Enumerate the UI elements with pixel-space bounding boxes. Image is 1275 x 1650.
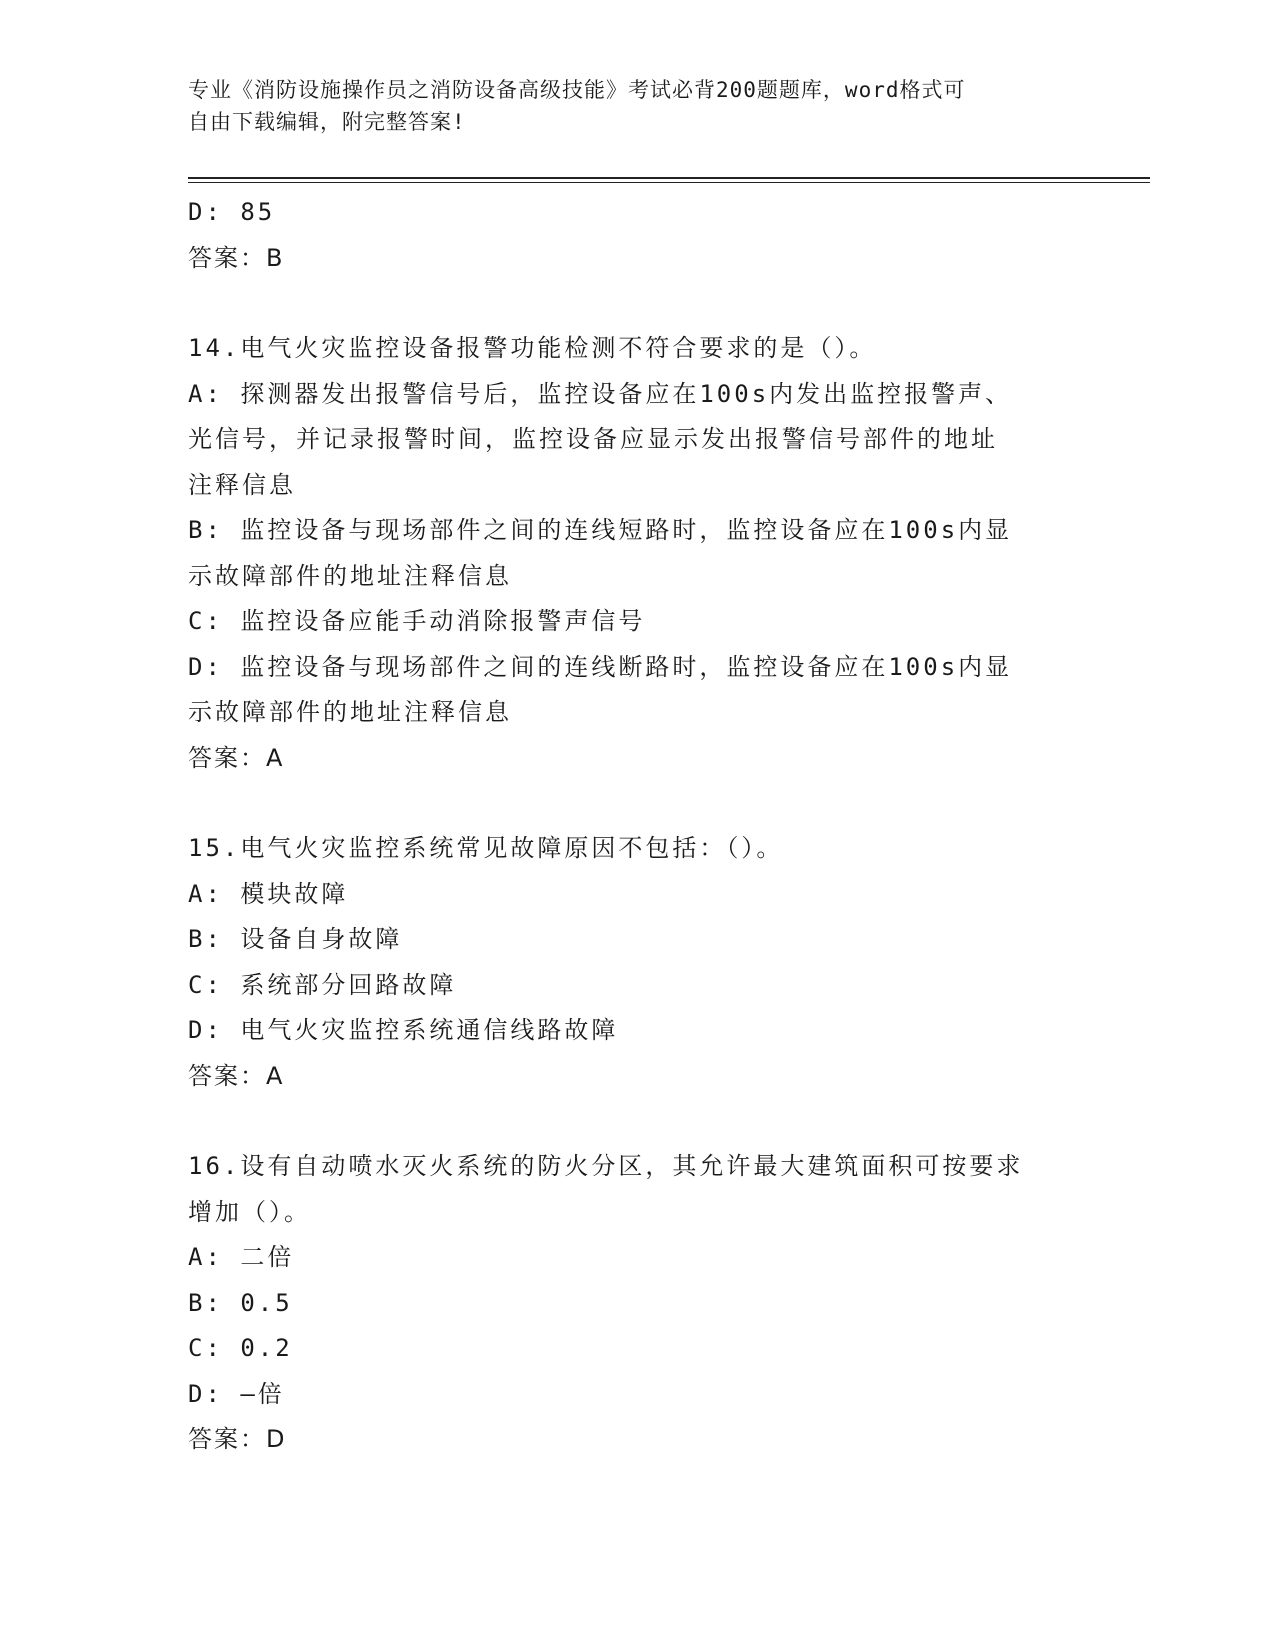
question-16 — [188, 1144, 1088, 1463]
question-14 — [188, 326, 1088, 781]
header-divider-thick — [188, 177, 1150, 179]
header-divider-thin — [188, 182, 1150, 183]
option-b: B: 0.5 — [188, 1288, 293, 1317]
option-c: C: 监控设备应能手动消除报警声信号 — [188, 607, 646, 635]
page-header — [188, 74, 1068, 138]
question-list — [188, 190, 1088, 1463]
option-a-line-2: 光信号，并记录报警时间，监控设备应显示发出报警信号部件的地址 — [188, 425, 998, 453]
question-text-line-2: 增加（）。 — [188, 1197, 311, 1226]
question-text: 15.电气火灾监控系统常见故障原因不包括：（）。 — [188, 834, 784, 862]
option-a: A: 模块故障 — [188, 879, 349, 908]
question-15 — [188, 826, 1088, 1099]
option-d-line-2: 示故障部件的地址注释信息 — [188, 698, 512, 726]
option-d-line-1: D: 监控设备与现场部件之间的连线断路时，监控设备应在100s内显 — [188, 652, 1013, 681]
option-a-line-3: 注释信息 — [188, 470, 296, 499]
option-a-line-1: A: 探测器发出报警信号后，监控设备应在100s内发出监控报警声、 — [188, 379, 1013, 408]
option-b-line-2: 示故障部件的地址注释信息 — [188, 561, 512, 590]
question-13-tail — [188, 190, 1088, 281]
option-d: D: 电气火灾监控系统通信线路故障 — [188, 1016, 619, 1044]
question-text-line-1: 16.设有自动喷水灭火系统的防火分区，其允许最大建筑面积可按要求 — [188, 1152, 1024, 1180]
question-text: 14.电气火灾监控设备报警功能检测不符合要求的是（）。 — [188, 334, 877, 362]
answer-line: 答案：D — [188, 1425, 287, 1453]
option-c: C: 0.2 — [188, 1334, 293, 1362]
option-b: B: 设备自身故障 — [188, 925, 403, 953]
answer-line: 答案：B — [188, 243, 285, 272]
option-a: A: 二倍 — [188, 1243, 295, 1271]
spacer — [188, 781, 1088, 826]
option-d: D: 85 — [188, 198, 276, 226]
answer-line: 答案：A — [188, 743, 285, 772]
answer-line: 答案：A — [188, 1061, 285, 1090]
spacer — [188, 1099, 1088, 1144]
option-b-line-1: B: 监控设备与现场部件之间的连线短路时，监控设备应在100s内显 — [188, 516, 1013, 544]
header-line-2: 自由下载编辑，附完整答案! — [188, 110, 466, 134]
option-c: C: 系统部分回路故障 — [188, 970, 457, 999]
option-d: D: —倍 — [188, 1379, 285, 1408]
spacer — [188, 281, 1088, 326]
header-line-1: 专业《消防设施操作员之消防设备高级技能》考试必背200题题库，word格式可 — [188, 78, 966, 102]
